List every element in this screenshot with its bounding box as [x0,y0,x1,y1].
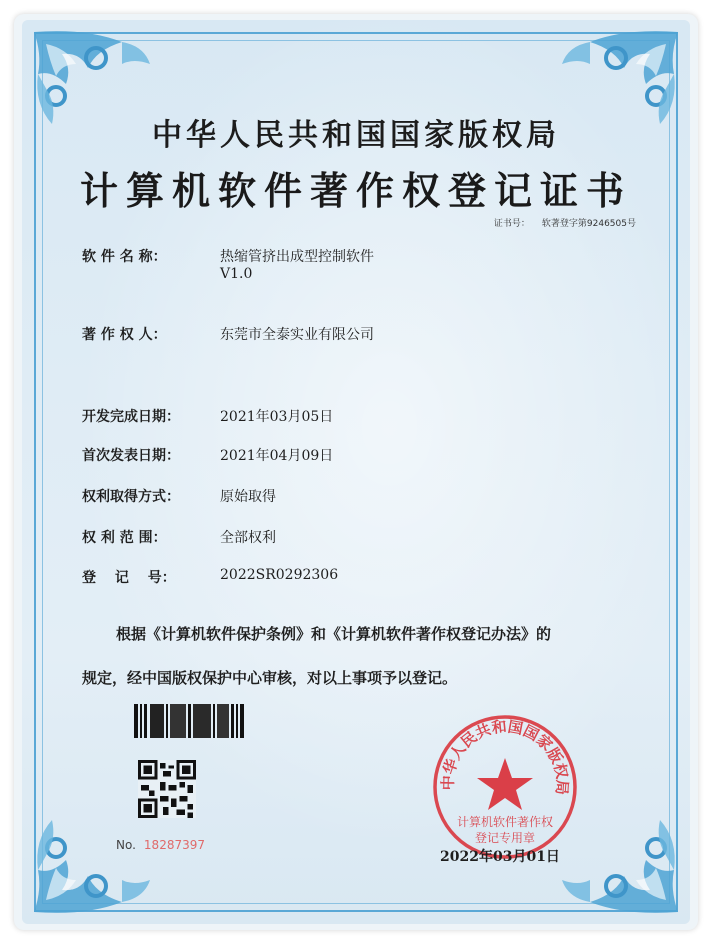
statement-line: 规定，经中国版权保护中心审核，对以上事项予以登记。 [82,669,458,687]
field-registration-number [82,567,338,587]
software-version: V1.0 [220,266,253,282]
field-label: 开发完成日期： [82,409,180,425]
field-label: 软 件 名 称： [82,249,167,265]
serial-number-value: 18287397 [143,838,205,852]
field-label: 权 利 范 围： [82,530,167,546]
certificate [22,20,690,924]
serial-number-label: No. [116,838,136,852]
field-software-name [82,246,374,282]
field-rights-scope [82,527,276,547]
software-name: 热缩管挤出成型控制软件 [220,249,374,265]
field-publish-date [82,445,333,465]
field-acquisition-method [82,486,276,506]
field-value: 2022SR0292306 [220,567,339,583]
field-value [220,246,374,282]
field-completion-date [82,406,333,426]
official-seal-icon [430,712,580,862]
field-value: 全部权利 [220,530,276,546]
field-value: 东莞市全泰实业有限公司 [220,327,374,343]
field-copyright-owner [82,324,374,344]
seal-line-1: 计算机软件著作权 [456,815,554,829]
qr-code-icon [138,760,196,818]
field-value: 2021年03月05日 [220,409,334,425]
corner-ornament-icon [26,810,156,920]
statement-line: 根据《计算机软件保护条例》和《计算机软件著作权登记办法》的 [116,625,552,643]
seal-line-2: 登记专用章 [474,831,536,845]
serial-number [116,838,205,852]
seal-ring-text: 中华人民共和国国家版权局 [438,717,572,796]
certificate-number-label: 证书号： [493,219,530,229]
field-value: 原始取得 [220,489,276,505]
field-value: 2021年04月09日 [220,448,334,464]
field-label: 权利取得方式： [82,489,180,505]
issue-date: 2022年03月01日 [440,849,560,865]
certificate-title: 计算机软件著作权登记证书 [79,168,632,213]
issuing-authority: 中华人民共和国国家版权局 [152,118,560,153]
field-label: 登 记 号： [82,570,176,586]
field-label: 著 作 权 人： [82,327,167,343]
registration-statement [82,612,662,700]
barcode-icon [134,704,244,738]
certificate-number-value: 软著登字第9246505号 [541,219,636,229]
certificate-number [494,216,636,229]
field-label: 首次发表日期： [82,448,180,464]
